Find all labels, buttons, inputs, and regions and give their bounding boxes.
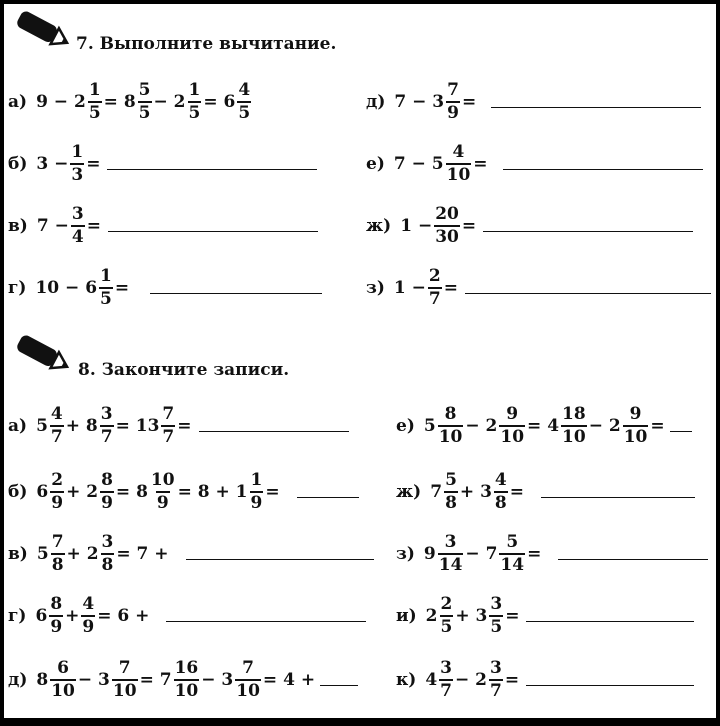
- numerator: 7: [162, 404, 175, 424]
- numerator: 3: [101, 532, 114, 552]
- item-label: в): [8, 216, 28, 236]
- expression-text: = 8: [115, 482, 148, 502]
- expression-text: + 3: [459, 482, 492, 502]
- denominator: 10: [500, 427, 525, 447]
- answer-blank[interactable]: [297, 496, 359, 498]
- expression-text: =: [527, 544, 542, 564]
- expression-text: + 8: [65, 416, 98, 436]
- pencil-icon: [10, 10, 72, 50]
- fraction: [100, 472, 114, 512]
- expression-text: 6: [36, 482, 49, 502]
- numerator: 3: [490, 594, 503, 614]
- expression-text: 1 −: [400, 216, 433, 236]
- denominator: 9: [156, 493, 169, 513]
- numerator: 8: [50, 594, 63, 614]
- numerator: 4: [452, 142, 465, 162]
- fraction: [161, 406, 175, 446]
- expression-text: = 6: [203, 92, 236, 112]
- item-label: к): [396, 670, 417, 690]
- expression-text: − 2: [588, 416, 621, 436]
- denominator: 10: [623, 427, 648, 447]
- expression-text: − 3: [77, 670, 110, 690]
- expression-text: = 4 +: [262, 670, 316, 690]
- item-label: ж): [366, 216, 392, 236]
- task-8-title: 8. Закончите записи.: [78, 360, 290, 380]
- fraction: [150, 472, 176, 512]
- task8-item-c: [8, 534, 374, 574]
- fraction: [71, 206, 85, 246]
- item-label: д): [8, 670, 28, 690]
- numerator: 3: [71, 204, 84, 224]
- numerator: 1: [88, 80, 101, 100]
- fraction: [499, 534, 525, 574]
- denominator: 10: [174, 681, 199, 701]
- fraction: [444, 472, 458, 512]
- expression-text: =: [86, 216, 101, 236]
- task7-item-e: [366, 82, 701, 122]
- answer-blank[interactable]: [541, 496, 695, 498]
- numerator: 10: [150, 470, 175, 490]
- denominator: 9: [447, 103, 459, 123]
- expression-text: =: [443, 278, 458, 298]
- numerator: 7: [51, 532, 64, 552]
- denominator: 10: [438, 427, 463, 447]
- answer-blank[interactable]: [320, 684, 358, 686]
- answer-blank[interactable]: [199, 430, 349, 432]
- numerator: 7: [118, 658, 131, 678]
- denominator: 7: [100, 427, 113, 447]
- expression-text: 5: [36, 544, 49, 564]
- fraction: [438, 534, 464, 574]
- denominator: 3: [71, 165, 84, 185]
- fraction: [88, 82, 102, 122]
- numerator: 4: [494, 470, 507, 490]
- denominator: 14: [500, 555, 525, 575]
- answer-blank[interactable]: [150, 292, 322, 294]
- fraction: [50, 472, 64, 512]
- denominator: 9: [250, 493, 263, 513]
- expression-text: − 2: [455, 670, 488, 690]
- denominator: 9: [50, 617, 63, 637]
- numerator: 4: [50, 404, 63, 424]
- expression-text: 1 −: [393, 278, 426, 298]
- task7-item-b: [8, 144, 317, 184]
- expression-text: = 8: [103, 92, 136, 112]
- numerator: 1: [250, 470, 263, 490]
- denominator: 30: [435, 227, 459, 247]
- expression-text: 4: [425, 670, 438, 690]
- task7-item-a: [8, 82, 252, 122]
- item-label: д): [366, 92, 386, 112]
- fraction: [188, 82, 202, 122]
- item-label: е): [366, 154, 385, 174]
- task7-item-h: [366, 268, 711, 308]
- task8-item-f: [396, 406, 692, 446]
- denominator: 7: [490, 681, 502, 701]
- numerator: 6: [57, 658, 69, 678]
- fraction: [100, 406, 114, 446]
- expression-text: =: [509, 482, 524, 502]
- expression-text: − 7: [465, 544, 498, 564]
- task8-item-g: [396, 472, 695, 512]
- expression-text: − 2: [153, 92, 186, 112]
- fraction: [112, 660, 138, 700]
- numerator: 3: [100, 404, 113, 424]
- task8-item-k: [396, 660, 694, 700]
- denominator: 9: [82, 617, 95, 637]
- expression-text: 9: [423, 544, 436, 564]
- expression-text: =: [461, 216, 477, 236]
- denominator: 8: [445, 493, 457, 513]
- item-label: з): [396, 544, 415, 564]
- item-label: б): [8, 154, 28, 174]
- answer-blank[interactable]: [186, 558, 374, 560]
- denominator: 8: [101, 555, 114, 575]
- task-7-title: 7. Выполните вычитание.: [76, 34, 337, 54]
- answer-blank[interactable]: [503, 168, 703, 170]
- answer-blank[interactable]: [483, 230, 693, 232]
- numerator: 1: [188, 80, 201, 100]
- fraction: [138, 82, 152, 122]
- expression-text: = 8 + 1: [177, 482, 248, 502]
- task7-item-c: [8, 206, 318, 246]
- denominator: 5: [490, 617, 503, 637]
- task8-item-e: [8, 660, 358, 700]
- fraction: [489, 660, 503, 700]
- fraction: [99, 268, 113, 308]
- answer-blank[interactable]: [108, 230, 318, 232]
- task8-item-a: [8, 406, 349, 446]
- numerator: 2: [428, 266, 441, 286]
- denominator: 7: [440, 681, 453, 701]
- item-label: г): [8, 278, 27, 298]
- numerator: 2: [440, 594, 453, 614]
- item-label: б): [8, 482, 28, 502]
- denominator: 8: [494, 493, 507, 513]
- expression-text: = 6 +: [97, 606, 150, 626]
- expression-text: − 3: [201, 670, 234, 690]
- expression-text: =: [265, 482, 280, 502]
- expression-text: 7 − 3: [394, 92, 445, 112]
- expression-text: =: [114, 278, 130, 298]
- pencil-icon: [10, 334, 72, 374]
- numerator: 3: [490, 658, 502, 678]
- expression-text: =: [86, 154, 101, 174]
- expression-text: 9 − 2: [36, 92, 86, 112]
- denominator: 9: [51, 493, 64, 513]
- denominator: 9: [101, 493, 113, 513]
- expression-text: =: [505, 606, 520, 626]
- expression-text: =: [461, 92, 477, 112]
- denominator: 5: [88, 103, 101, 123]
- denominator: 7: [428, 289, 441, 309]
- fraction: [440, 596, 454, 636]
- expression-text: =: [177, 416, 192, 436]
- fraction: [250, 472, 264, 512]
- item-label: а): [8, 416, 28, 436]
- fraction: [235, 660, 261, 700]
- numerator: 3: [440, 658, 453, 678]
- numerator: 5: [445, 470, 457, 490]
- numerator: 1: [71, 142, 84, 162]
- fraction: [438, 406, 464, 446]
- expression-text: = 7 +: [116, 544, 169, 564]
- numerator: 4: [238, 80, 251, 100]
- numerator: 20: [435, 204, 459, 224]
- fraction: [49, 596, 63, 636]
- expression-text: = 7: [139, 670, 172, 690]
- fraction: [428, 268, 442, 308]
- denominator: 5: [138, 103, 151, 123]
- fraction: [623, 406, 649, 446]
- denominator: 10: [51, 681, 75, 701]
- denominator: 5: [440, 617, 453, 637]
- denominator: 10: [562, 427, 586, 447]
- expression-text: + 2: [66, 544, 99, 564]
- fraction: [81, 596, 95, 636]
- numerator: 5: [506, 532, 519, 552]
- denominator: 10: [446, 165, 471, 185]
- worksheet-page: [4, 4, 716, 718]
- item-label: и): [396, 606, 417, 626]
- expression-text: 7: [430, 482, 443, 502]
- fraction: [237, 82, 251, 122]
- fraction: [494, 472, 508, 512]
- expression-text: 7 −: [36, 216, 69, 236]
- answer-blank[interactable]: [465, 292, 711, 294]
- task8-item-h: [396, 534, 708, 574]
- expression-text: 5: [36, 416, 48, 436]
- fraction: [561, 406, 587, 446]
- expression-text: =: [504, 670, 520, 690]
- numerator: 8: [101, 470, 113, 490]
- expression-text: = 13: [115, 416, 160, 436]
- item-label: г): [8, 606, 27, 626]
- item-label: з): [366, 278, 385, 298]
- fraction: [50, 406, 64, 446]
- expression-text: + 2: [66, 482, 99, 502]
- expression-text: 5: [423, 416, 436, 436]
- fraction: [446, 144, 472, 184]
- task8-item-b: [8, 472, 359, 512]
- numerator: 5: [138, 80, 151, 100]
- answer-blank[interactable]: [107, 168, 317, 170]
- expression-text: = 4: [527, 416, 560, 436]
- expression-text: =: [473, 154, 488, 174]
- fraction: [51, 534, 65, 574]
- numerator: 4: [82, 594, 95, 614]
- numerator: 9: [629, 404, 642, 424]
- expression-text: − 2: [465, 416, 498, 436]
- expression-text: 8: [36, 670, 49, 690]
- answer-blank[interactable]: [558, 558, 708, 560]
- task7-item-f: [366, 144, 703, 184]
- denominator: 5: [238, 103, 251, 123]
- answer-blank[interactable]: [491, 106, 701, 108]
- fraction: [174, 660, 200, 700]
- denominator: 8: [51, 555, 64, 575]
- fraction: [499, 406, 525, 446]
- denominator: 4: [71, 227, 84, 247]
- denominator: 10: [236, 681, 260, 701]
- item-label: е): [396, 416, 415, 436]
- numerator: 3: [444, 532, 457, 552]
- task8-item-d: [8, 596, 366, 636]
- fraction: [439, 660, 453, 700]
- denominator: 5: [188, 103, 201, 123]
- numerator: 9: [506, 404, 519, 424]
- expression-text: 6: [35, 606, 48, 626]
- denominator: 7: [162, 427, 175, 447]
- item-label: в): [8, 544, 28, 564]
- expression-text: =: [650, 416, 665, 436]
- numerator: 2: [51, 470, 64, 490]
- expression-text: 7 − 5: [393, 154, 444, 174]
- numerator: 16: [174, 658, 199, 678]
- numerator: 7: [242, 658, 254, 678]
- fraction: [446, 82, 460, 122]
- expression-text: 2: [425, 606, 438, 626]
- numerator: 8: [444, 404, 457, 424]
- bottom-border: [0, 718, 720, 726]
- answer-blank[interactable]: [166, 620, 366, 622]
- answer-blank[interactable]: [670, 430, 692, 432]
- task7-item-g: [366, 206, 693, 246]
- fraction: [70, 144, 84, 184]
- denominator: 7: [50, 427, 63, 447]
- task8-item-i: [396, 596, 694, 636]
- expression-text: +: [65, 606, 80, 626]
- fraction: [489, 596, 503, 636]
- expression-text: 10 − 6: [35, 278, 98, 298]
- fraction: [101, 534, 115, 574]
- denominator: 5: [100, 289, 112, 309]
- numerator: 18: [562, 404, 586, 424]
- fraction: [434, 206, 460, 246]
- answer-blank[interactable]: [526, 684, 694, 686]
- task7-item-d: [8, 268, 322, 308]
- answer-blank[interactable]: [526, 620, 694, 622]
- denominator: 10: [112, 681, 137, 701]
- numerator: 1: [100, 266, 112, 286]
- item-label: ж): [396, 482, 422, 502]
- denominator: 14: [438, 555, 463, 575]
- expression-text: + 3: [455, 606, 488, 626]
- fraction: [50, 660, 76, 700]
- expression-text: 3 −: [36, 154, 69, 174]
- numerator: 7: [447, 80, 459, 100]
- item-label: а): [8, 92, 28, 112]
